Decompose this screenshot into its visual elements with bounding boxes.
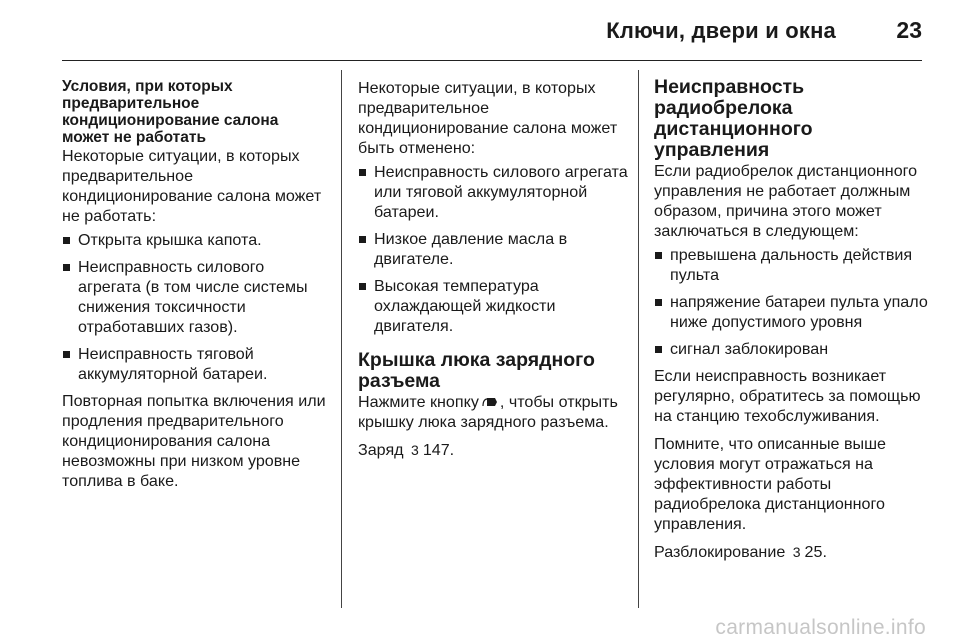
section-heading: Неисправность радиобрелока дистанционного управления [654, 76, 813, 161]
watermark: carmanualsonline.info [715, 616, 926, 639]
list-item: превышена дальность действия пульта [654, 245, 929, 285]
paragraph-intro: Если радиобрелок дистанционного управления не работает должным образом, причина этого может заключаться в следующем: [654, 162, 918, 240]
page-ref-arrow-icon: 3 [411, 442, 419, 458]
list-item: Неисправность силового агрегата (в том числе системы снижения токсичности отработавших газов). [62, 257, 328, 337]
list-item: напряжение батареи пульта упало ниже допустимого уровня [654, 292, 929, 332]
ref-label: Разблокирование [654, 543, 786, 561]
ref-page: 25. [804, 543, 827, 561]
paragraph-charge-port [358, 392, 628, 432]
press-text-before: Нажмите кнопку [358, 393, 479, 411]
column-middle [358, 78, 628, 460]
paragraph-intro: Некоторые ситуации, в которых предварительное кондиционирование салона может не работать: [62, 147, 322, 225]
column-divider [638, 70, 639, 608]
page-header [62, 0, 922, 61]
list-item: Открыта крышка капота. [62, 230, 328, 250]
bullet-list [358, 162, 628, 336]
paragraph: Помните, что описанные выше условия могут отражаться на эффективности работы радиобрелока дистанционного управления. [654, 435, 886, 533]
cross-reference-unlock [654, 542, 929, 562]
charge-port-button-icon [481, 396, 498, 408]
list-item: Неисправность тяговой аккумуляторной батареи. [62, 344, 328, 384]
list-item: сигнал заблокирован [654, 339, 929, 359]
paragraph-outro: Повторная попытка включения или продления предварительного кондиционирования салона невозможны при низком уровне топлива в баке. [62, 392, 326, 490]
subsection-heading: Условия, при которых предварительное кондиционирование салона может не работать [62, 78, 279, 146]
paragraph: Если неисправность возникает регулярно, обратитесь за помощью на станцию техобслуживания. [654, 367, 921, 425]
cross-reference-charge [358, 440, 628, 460]
press-text-after: , чтобы открыть крышку люка зарядного разъема. [358, 393, 618, 431]
ref-label: Заряд [358, 441, 404, 459]
list-item: Неисправность силового агрегата или тяговой аккумуляторной батареи. [358, 162, 628, 222]
ref-page: 147. [422, 441, 455, 459]
page-title: Ключи, двери и окна [606, 18, 836, 43]
column-divider [341, 70, 342, 608]
section-heading: Крышка люка зарядного разъема [358, 349, 595, 392]
list-item: Низкое давление масла в двигателе. [358, 229, 628, 269]
page-number: 23 [896, 17, 922, 43]
page-ref-arrow-icon: 3 [792, 544, 801, 560]
paragraph-intro: Некоторые ситуации, в которых предварительное кондиционирование салона может быть отменено: [358, 79, 618, 157]
column-right [654, 78, 929, 562]
column-left [62, 78, 328, 491]
bullet-list [654, 245, 929, 359]
bullet-list [62, 230, 328, 384]
list-item: Высокая температура охлаждающей жидкости двигателя. [358, 276, 628, 336]
